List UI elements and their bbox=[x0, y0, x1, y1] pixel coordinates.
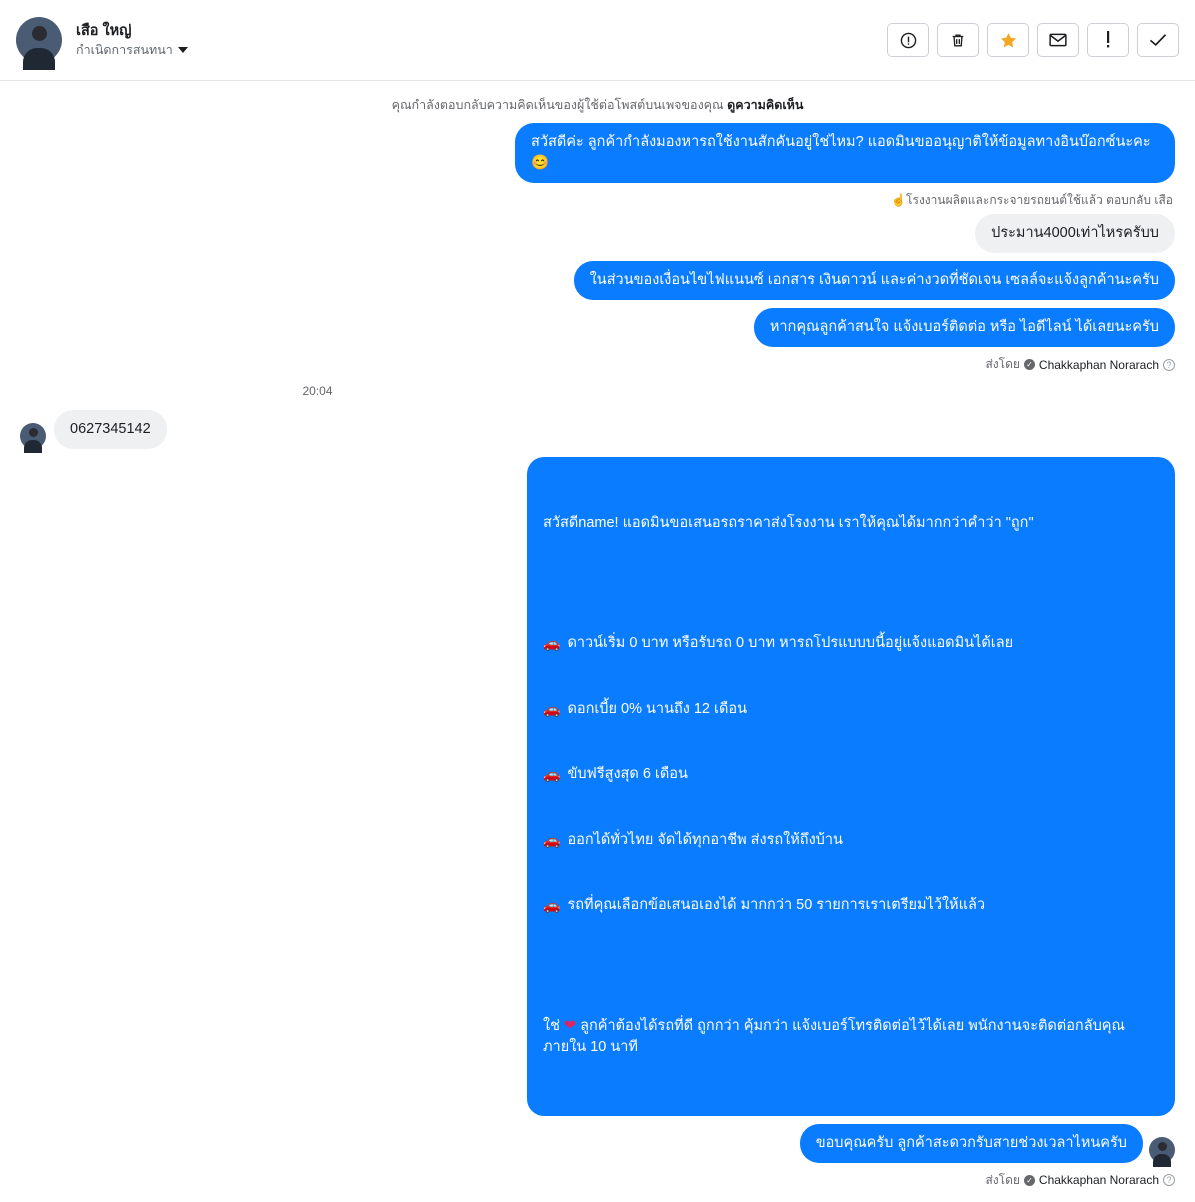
conversation-source[interactable] bbox=[76, 42, 188, 59]
incoming-message-bubble[interactable]: 0627345142 bbox=[54, 410, 167, 449]
list-item-label: ดาวน์เริ่ม 0 บาท หรือรับรถ 0 บาท หารถโปรแบบบนี้อยู่แจ้งแอดมินได้เลย bbox=[567, 635, 1014, 652]
help-icon[interactable]: ? bbox=[1163, 359, 1175, 371]
view-comment-link[interactable]: ดูความคิดเห็น bbox=[727, 98, 804, 112]
avatar[interactable] bbox=[20, 423, 46, 449]
outgoing-message-bubble[interactable]: หากคุณลูกค้าสนใจ แจ้งเบอร์ติดต่อ หรือ ไอดีไลน์ ได้เลยนะครับ bbox=[754, 308, 1175, 347]
avatar[interactable] bbox=[1149, 1137, 1175, 1163]
message-row bbox=[20, 410, 1175, 449]
verified-icon: ✓ bbox=[1024, 1175, 1035, 1186]
offer-lead-text: สวัสดีname! แอดมินขอเสนอรถราคาส่งโรงงาน เราให้คุณได้มากกว่าคำว่า "ถูก" bbox=[543, 515, 1034, 532]
header-actions bbox=[887, 23, 1179, 57]
sender-name: Chakkaphan Norarach bbox=[1038, 357, 1159, 372]
avatar-head-shape bbox=[29, 428, 38, 437]
list-item-label: ดอกเบี้ย 0% นานถึง 12 เดือน bbox=[567, 700, 748, 717]
report-button[interactable] bbox=[887, 23, 929, 57]
offer-bullet-list bbox=[543, 590, 1159, 960]
car-icon: 🚗 bbox=[543, 831, 561, 848]
comment-source-note: ☝โรงงานผลิตและกระจายรถยนต์ใช้แล้ว ตอบกลับ เสือ bbox=[891, 193, 1173, 208]
reply-context-notice bbox=[0, 81, 1195, 123]
list-item-label: ขับฟรีสูงสุด 6 เดือน bbox=[567, 766, 688, 783]
profile-name: เสือ ใหญ่ bbox=[76, 22, 132, 39]
message-row bbox=[20, 308, 1175, 347]
incoming-message-bubble[interactable]: ประมาน4000เท่าไหรครับบ bbox=[975, 214, 1175, 253]
message-row bbox=[20, 214, 1175, 253]
list-item bbox=[543, 632, 1159, 655]
mail-button[interactable] bbox=[1037, 23, 1079, 57]
message-row bbox=[20, 123, 1175, 183]
car-icon: 🚗 bbox=[543, 635, 561, 652]
list-item bbox=[543, 763, 1159, 786]
list-item-label: รถที่คุณเลือกข้อเสนอเองได้ มากกว่า 50 รายการเราเตรียมไว้ให้แล้ว bbox=[567, 897, 985, 914]
message-thread[interactable] bbox=[0, 123, 1195, 1202]
message-row bbox=[20, 1124, 1175, 1163]
list-item-label: ออกได้ทั่วไทย จัดได้ทุกอาชีพ ส่งรถให้ถึงบ้าน bbox=[567, 831, 843, 848]
conversation-source-label: กำเนิดการสนทนา bbox=[76, 42, 173, 57]
help-icon[interactable]: ? bbox=[1163, 1174, 1175, 1186]
avatar-body-shape bbox=[24, 440, 42, 453]
avatar-body-shape bbox=[1153, 1154, 1171, 1167]
list-item bbox=[543, 829, 1159, 852]
list-item bbox=[543, 698, 1159, 721]
car-icon: 🚗 bbox=[543, 700, 561, 717]
car-icon: 🚗 bbox=[543, 766, 561, 783]
avatar-body-shape bbox=[23, 48, 55, 70]
profile-info bbox=[76, 22, 188, 59]
list-item bbox=[543, 894, 1159, 917]
mark-important-button[interactable] bbox=[1087, 23, 1129, 57]
outgoing-message-bubble[interactable]: ขอบคุณครับ ลูกค้าสะดวกรับสายช่วงเวลาไหนครับ bbox=[800, 1124, 1143, 1163]
offer-tail-prefix: ใช่ bbox=[543, 1017, 564, 1034]
avatar-head-shape bbox=[32, 26, 47, 41]
sender-name: Chakkaphan Norarach bbox=[1038, 1173, 1159, 1188]
message-row bbox=[20, 457, 1175, 1116]
avatar-head-shape bbox=[1158, 1142, 1167, 1151]
avatar[interactable] bbox=[16, 17, 62, 63]
offer-tail-text bbox=[543, 1016, 1159, 1058]
chevron-down-icon[interactable] bbox=[178, 47, 188, 53]
verified-icon: ✓ bbox=[1024, 359, 1035, 370]
sender-attribution bbox=[20, 355, 1175, 374]
delete-button[interactable] bbox=[937, 23, 979, 57]
star-button[interactable] bbox=[987, 23, 1029, 57]
reply-context-text: คุณกำลังตอบกลับความคิดเห็นของผู้ใช้ต่อโพสต์บนเพจของคุณ bbox=[391, 98, 724, 112]
message-timestamp: 20:04 bbox=[302, 384, 333, 399]
sender-prefix: ส่งโดย bbox=[985, 1172, 1020, 1187]
done-button[interactable] bbox=[1137, 23, 1179, 57]
car-icon: 🚗 bbox=[543, 897, 561, 914]
offer-tail-suffix: ลูกค้าต้องได้รถที่ดี ถูกกว่า คุ้มกว่า แจ้งเบอร์โทรติดต่อไว้ได้เลย พนักงานจะติดต่อกลับคุณภายใน 10 นาที bbox=[543, 1017, 1125, 1055]
conversation-header bbox=[0, 0, 1195, 81]
heart-icon: ❤ bbox=[563, 1017, 577, 1034]
outgoing-message-bubble[interactable]: สวัสดีค่ะ ลูกค้ากำลังมองหารถใช้งานสักคันอยู่ใช่ไหม? แอดมินขออนุญาติให้ข้อมูลทางอินบ๊อกซ์นะคะ 😊 bbox=[515, 123, 1175, 183]
outgoing-offer-bubble[interactable] bbox=[527, 457, 1175, 1116]
outgoing-message-bubble[interactable]: ในส่วนของเงื่อนไขไฟแนนซ์ เอกสาร เงินดาวน์ และค่างวดที่ชัดเจน เซลล์จะแจ้งลูกค้านะครับ bbox=[574, 261, 1175, 300]
sender-attribution bbox=[20, 1171, 1175, 1190]
message-row bbox=[20, 261, 1175, 300]
sender-prefix: ส่งโดย bbox=[985, 357, 1020, 372]
